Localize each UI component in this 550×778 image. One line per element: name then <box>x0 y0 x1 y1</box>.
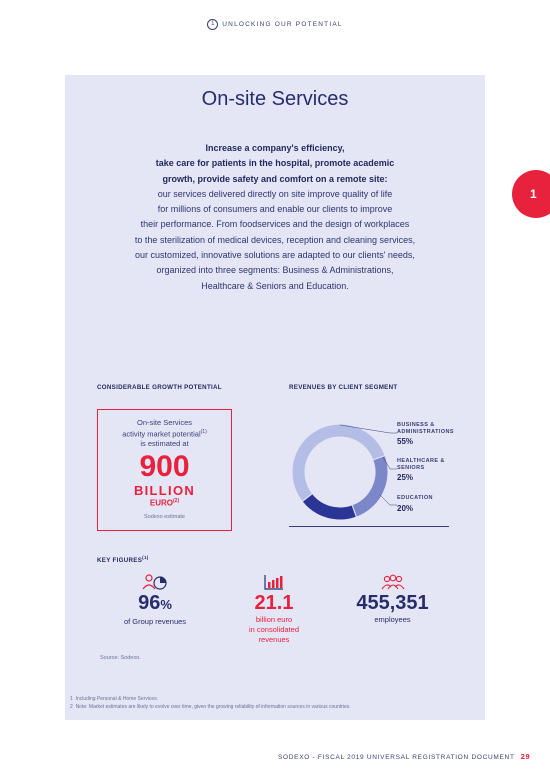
key-figures-heading-text: KEY FIGURES <box>97 557 143 565</box>
footnote-ref: (2) <box>173 498 180 504</box>
page-number: 29 <box>520 752 531 761</box>
key-figure-value: 96 <box>138 592 161 614</box>
segment-label: EDUCATION <box>397 495 433 501</box>
segment-label: SENIORS <box>397 464 425 471</box>
chapter-tab[interactable] <box>512 170 550 218</box>
intro-line: their performance. From foodservices and the design of workplaces <box>140 219 410 230</box>
footnote-number: 1 <box>70 696 73 702</box>
chapter-header <box>0 19 550 30</box>
key-figure-employees <box>345 573 440 625</box>
intro-bold-line: Increase a company's efficiency, <box>205 143 345 153</box>
key-figure-consolidated-revenues <box>229 573 319 645</box>
key-figure-label: employees <box>374 615 411 624</box>
key-figure-value: 455,351 <box>356 592 429 614</box>
donut-slice <box>352 456 388 518</box>
people-chart-icon <box>141 573 169 591</box>
segment-value: 55% <box>397 437 414 446</box>
footnote-text: Note: Market estimates are likely to evolve over time, given the growing reliability of information sources in various countries. <box>75 704 351 710</box>
footnote <box>70 704 351 710</box>
people-group-icon <box>380 573 406 591</box>
key-figures-heading <box>97 555 149 564</box>
growth-line2: activity market potential <box>122 429 201 438</box>
page-footer <box>278 752 530 761</box>
key-figure-group-revenues <box>110 573 200 627</box>
footnote-ref: (1) <box>200 428 207 435</box>
market-potential-box <box>97 409 232 531</box>
segment-label: BUSINESS & <box>397 422 435 428</box>
intro-line: organized into three segments: Business & Administrations, <box>156 265 394 276</box>
market-currency: EURO <box>149 498 173 508</box>
bar-chart-icon <box>263 573 285 591</box>
leader-line <box>380 495 397 505</box>
intro-line: for millions of consumers and enable our clients to improve <box>157 204 393 215</box>
intro-bold-line: take care for patients in the hospital, promote academic <box>155 158 395 169</box>
segment-value: 20% <box>397 504 414 513</box>
key-figure-label: of Group revenues <box>123 617 187 626</box>
chapter-tab-label: 1 <box>530 187 537 201</box>
key-figure-label: billion euro <box>255 615 293 624</box>
chapter-title: UNLOCKING OUR POTENTIAL <box>222 21 343 28</box>
chapter-number: 1 <box>207 19 218 30</box>
key-figure-suffix: % <box>160 597 172 612</box>
growth-source: Sodexo estimate <box>144 513 185 520</box>
footnote-text: Including Personal & Home Services. <box>75 696 159 702</box>
key-figure-value: 21.1 <box>254 592 294 614</box>
chart-baseline <box>289 526 449 527</box>
intro-bold-line: growth, provide safety and comfort on a remote site: <box>162 173 388 184</box>
intro-text <box>75 141 475 294</box>
revenues-heading: REVENUES BY CLIENT SEGMENT <box>289 384 398 391</box>
key-figure-label: revenues <box>258 635 290 644</box>
key-figure-label: in consolidated <box>248 625 300 634</box>
growth-line1: On-site Services <box>136 418 193 427</box>
footnote <box>70 696 158 702</box>
segment-label: HEALTHCARE & <box>397 458 445 464</box>
growth-heading: CONSIDERABLE GROWTH POTENTIAL <box>97 384 222 391</box>
page-title: On-site Services <box>201 88 349 110</box>
footnote-number: 2 <box>70 704 73 710</box>
intro-line: to the sterilization of medical devices, reception and cleaning services, <box>134 234 416 245</box>
segment-label: ADMINISTRATIONS <box>397 428 454 435</box>
intro-line: Healthcare & Seniors and Education. <box>201 280 349 291</box>
content-panel <box>65 75 485 720</box>
intro-line: our services delivered directly on site improve quality of life <box>157 188 393 199</box>
footer-text: SODEXO - FISCAL 2019 UNIVERSAL REGISTRATION DOCUMENT <box>278 754 515 761</box>
key-figures-source: Source: Sodexo. <box>100 655 141 661</box>
market-value: 900 <box>139 450 190 483</box>
market-unit: BILLION <box>133 483 196 498</box>
footnote-ref: (1) <box>142 555 149 560</box>
growth-line3: is estimated at <box>140 438 189 448</box>
donut-slice <box>302 494 356 520</box>
intro-line: our customized, innovative solutions are adapted to our clients' needs, <box>135 250 415 261</box>
segment-value: 25% <box>397 473 414 482</box>
